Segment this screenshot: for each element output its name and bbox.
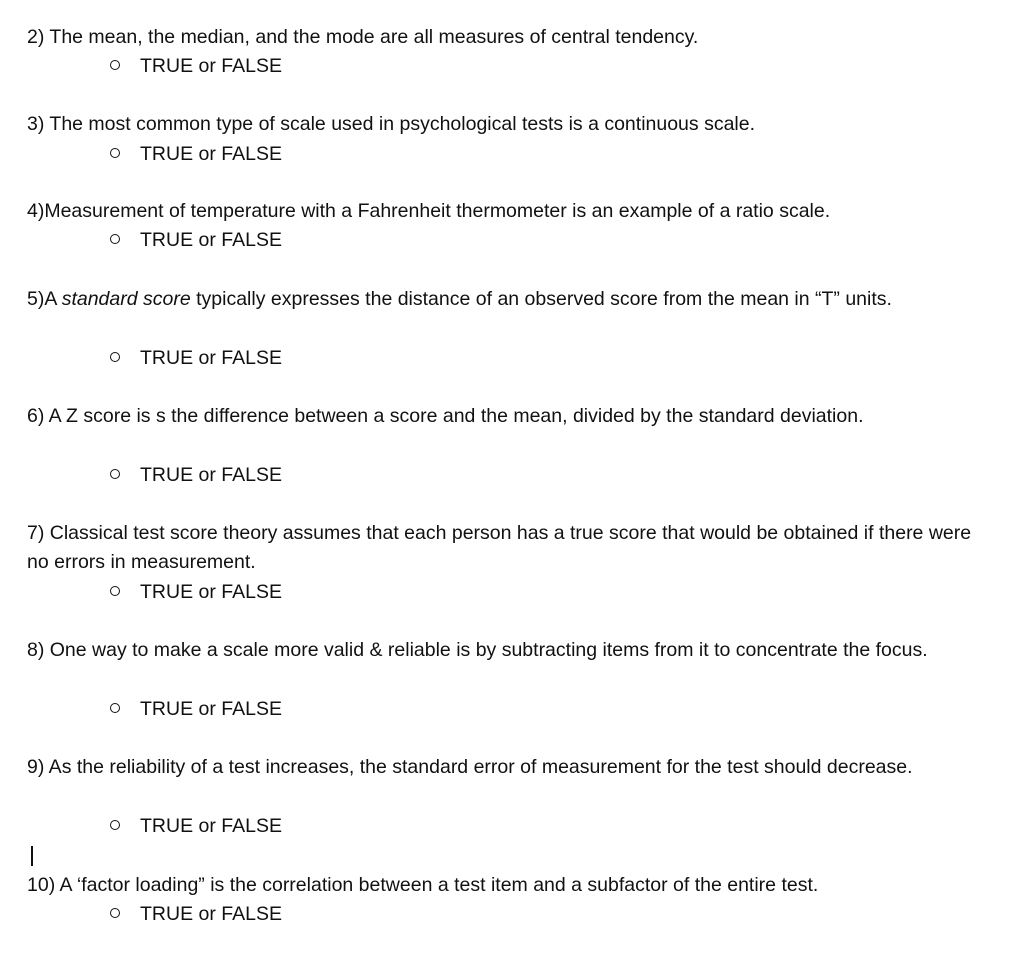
answer-label: TRUE or FALSE: [140, 229, 282, 251]
answer-option[interactable]: [110, 900, 282, 929]
bullet-circle-icon: [110, 820, 120, 830]
question-text: [27, 197, 987, 226]
question-emphasis: standard score: [61, 288, 191, 310]
answer-label: TRUE or FALSE: [140, 143, 282, 165]
question-3: [27, 110, 987, 139]
bullet-circle-icon: [110, 908, 120, 918]
bullet-circle-icon: [110, 148, 120, 158]
question-7: [27, 519, 987, 577]
bullet-circle-icon: [110, 60, 120, 70]
bullet-circle-icon: [110, 586, 120, 596]
question-text: [27, 519, 987, 577]
bullet-circle-icon: [110, 352, 120, 362]
answer-option[interactable]: [110, 52, 282, 81]
question-number: 9): [27, 756, 45, 778]
question-stem: As the reliability of a test increases, the standard error of measurement for the test should decrease.: [44, 756, 913, 778]
question-text: [27, 23, 987, 52]
text-cursor: [31, 846, 33, 866]
answer-label: TRUE or FALSE: [140, 815, 282, 837]
question-number: 8): [27, 639, 45, 661]
question-6: [27, 402, 887, 431]
question-stem: The mean, the median, and the mode are all measures of central tendency.: [44, 26, 699, 48]
question-stem: Classical test score theory assumes that each person has a true score that would be obtained if there were no errors in measurement.: [27, 522, 972, 573]
question-4: [27, 197, 987, 226]
question-number: 2): [27, 26, 45, 48]
question-8: [27, 636, 967, 665]
answer-label: TRUE or FALSE: [140, 347, 282, 369]
answer-label: TRUE or FALSE: [140, 698, 282, 720]
question-number: 3): [27, 113, 45, 135]
answer-label: TRUE or FALSE: [140, 464, 282, 486]
bullet-circle-icon: [110, 703, 120, 713]
question-10: [27, 871, 987, 900]
answer-option[interactable]: [110, 140, 282, 169]
question-number: 4): [27, 200, 45, 222]
question-stem: A: [44, 288, 62, 310]
question-stem-continued: typically expresses the distance of an observed score from the mean in “T” units.: [190, 288, 892, 310]
question-text: [27, 110, 987, 139]
answer-option[interactable]: [110, 226, 282, 255]
answer-option[interactable]: [110, 461, 282, 490]
answer-option[interactable]: [110, 344, 282, 373]
question-text: [27, 402, 887, 431]
question-stem: Measurement of temperature with a Fahrenheit thermometer is an example of a ratio scale.: [44, 200, 831, 222]
question-stem: The most common type of scale used in psychological tests is a continuous scale.: [44, 113, 756, 135]
question-number: 7): [27, 522, 45, 544]
answer-option[interactable]: [110, 695, 282, 724]
question-text: [27, 871, 987, 900]
question-text: [27, 285, 957, 314]
answer-label: TRUE or FALSE: [140, 903, 282, 925]
question-9: [27, 753, 957, 782]
question-stem: A ‘factor loading” is the correlation between a test item and a subfactor of the entire test.: [55, 874, 819, 896]
question-text: [27, 753, 957, 782]
question-2: [27, 23, 987, 52]
question-stem: One way to make a scale more valid & reliable is by subtracting items from it to concentrate the focus.: [44, 639, 928, 661]
question-5: [27, 285, 957, 314]
answer-label: TRUE or FALSE: [140, 55, 282, 77]
answer-option[interactable]: [110, 578, 282, 607]
bullet-circle-icon: [110, 234, 120, 244]
question-number: 5): [27, 288, 45, 310]
answer-label: TRUE or FALSE: [140, 581, 282, 603]
answer-option[interactable]: [110, 812, 282, 841]
question-number: 6): [27, 405, 45, 427]
bullet-circle-icon: [110, 469, 120, 479]
question-number: 10): [27, 874, 56, 896]
question-text: [27, 636, 967, 665]
question-stem: A Z score is s the difference between a score and the mean, divided by the standard deviation.: [44, 405, 864, 427]
